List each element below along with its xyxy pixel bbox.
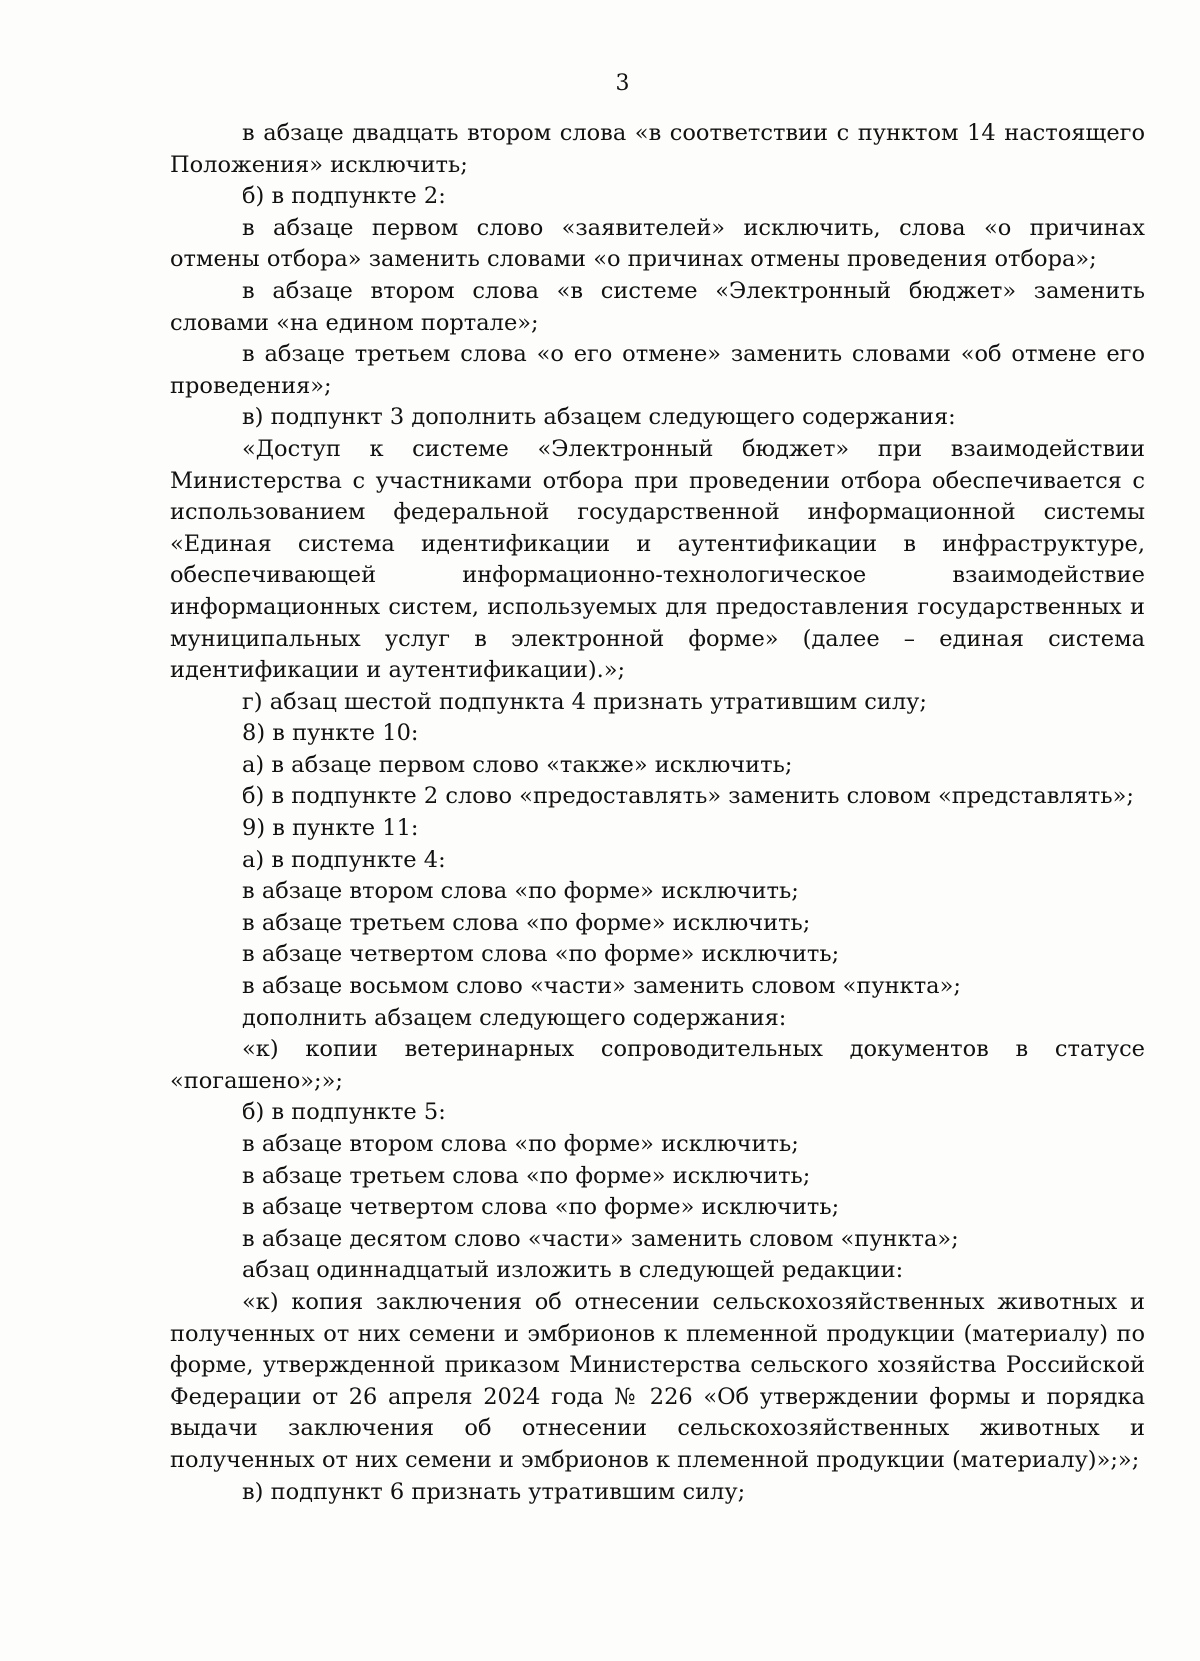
paragraph: в абзаце втором слова «по форме» исключить; xyxy=(242,878,799,905)
paragraph: в) подпункт 6 признать утратившим силу; xyxy=(242,1478,746,1505)
paragraph: в абзаце втором слова «в системе «Электронный бюджет» заменить словами «на едином портале»; xyxy=(170,277,1145,336)
paragraph: в абзаце четвертом слова «по форме» исключить; xyxy=(242,941,840,968)
paragraph: в абзаце третьем слова «по форме» исключить; xyxy=(242,909,811,936)
document-body xyxy=(170,118,1145,1508)
paragraph: б) в подпункте 5: xyxy=(242,1099,446,1126)
paragraph: 9) в пункте 11: xyxy=(242,815,419,842)
paragraph: в абзаце восьмом слово «части» заменить словом «пункта»; xyxy=(242,973,961,1000)
paragraph: 8) в пункте 10: xyxy=(242,720,419,747)
paragraph: «к) копия заключения об отнесении сельскохозяйственных животных и полученных от них семени и эмбрионов к племенной продукции (материалу) по форме, утвержденной приказом Министерства сельского хозяйства Российской Федерации от 26 апреля 2024 года № 226 «Об утверждении формы и порядка выдачи заключения об отнесении сельскохозяйственных животных и полученных от них семени и эмбрионов к племенной продукции (материалу)»;»; xyxy=(170,1288,1145,1473)
paragraph: а) в подпункте 4: xyxy=(242,846,446,873)
paragraph: а) в абзаце первом слово «также» исключить; xyxy=(242,751,793,778)
paragraph: в абзаце двадцать втором слова «в соответствии с пунктом 14 настоящего Положения» исключить; xyxy=(170,120,1145,178)
paragraph: в абзаце четвертом слова «по форме» исключить; xyxy=(242,1194,840,1221)
page-number: 3 xyxy=(615,71,630,96)
paragraph: в абзаце десятом слово «части» заменить словом «пункта»; xyxy=(242,1225,959,1252)
paragraph: в абзаце третьем слова «о его отмене» заменить словами «об отмене его проведения»; xyxy=(170,341,1145,399)
paragraph: абзац одиннадцатый изложить в следующей редакции: xyxy=(242,1257,904,1284)
paragraph: в абзаце втором слова «по форме» исключить; xyxy=(242,1131,799,1157)
paragraph: в абзаце первом слово «заявителей» исключить, слова «о причинах отмены отбора» заменить словами «о причинах отмены проведения отбора»; xyxy=(170,214,1145,273)
paragraph: в абзаце третьем слова «по форме» исключить; xyxy=(242,1162,811,1189)
paragraph: «Доступ к системе «Электронный бюджет» при взаимодействии Министерства с участниками отбора при проведении отбора обеспечивается с использованием федеральной государственной информационной системы «Единая система идентификации и аутентификации в инфраструктуре, обеспечивающей информационно-технологическое взаимодействие информационных систем, используемых для предоставления государственных и муниципальных услуг в электронной форме» (далее – единая система идентификации и аутентификации).»; xyxy=(170,435,1145,684)
paragraph: г) абзац шестой подпункта 4 признать утратившим силу; xyxy=(242,688,927,715)
paragraph: в) подпункт 3 дополнить абзацем следующего содержания: xyxy=(242,404,956,431)
paragraph: дополнить абзацем следующего содержания: xyxy=(242,1004,787,1031)
paragraph: б) в подпункте 2 слово «предоставлять» заменить словом «представлять»; xyxy=(242,783,1134,810)
paragraph: «к) копии ветеринарных сопроводительных документов в статусе «погашено»;»; xyxy=(170,1036,1145,1094)
paragraph: б) в подпункте 2: xyxy=(242,183,446,210)
